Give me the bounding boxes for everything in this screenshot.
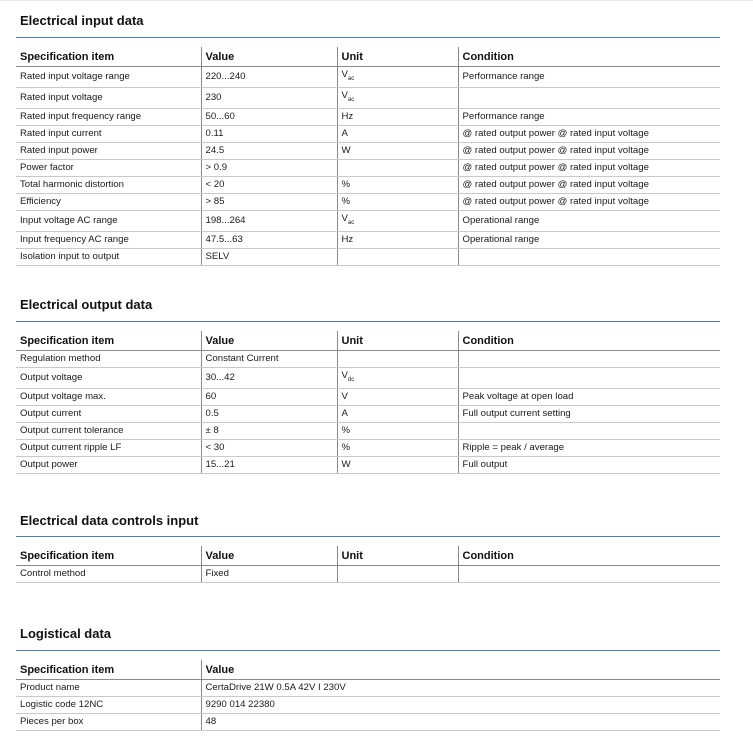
cell-condition <box>458 351 720 368</box>
cell-unit: % <box>337 176 458 193</box>
cell-spec: Regulation method <box>16 351 201 368</box>
cell-spec: Total harmonic distortion <box>16 176 201 193</box>
cell-spec: Output current ripple LF <box>16 439 201 456</box>
header-spec: Specification item <box>16 660 201 680</box>
spec-table <box>16 331 720 474</box>
cell-value: ± 8 <box>201 422 337 439</box>
cell-value: 47.5...63 <box>201 231 337 248</box>
table-row <box>16 680 720 697</box>
cell-spec: Product name <box>16 680 201 697</box>
table-header-row <box>16 660 720 680</box>
header-spec: Specification item <box>16 47 201 67</box>
table-row <box>16 210 720 231</box>
table-row <box>16 405 720 422</box>
table-row <box>16 87 720 108</box>
table-row <box>16 125 720 142</box>
header-value: Value <box>201 47 337 67</box>
table-row <box>16 422 720 439</box>
table-row <box>16 388 720 405</box>
cell-value: 230 <box>201 87 337 108</box>
cell-value: SELV <box>201 248 337 265</box>
header-spec: Specification item <box>16 331 201 351</box>
cell-spec: Input frequency AC range <box>16 231 201 248</box>
cell-condition <box>458 422 720 439</box>
cell-condition: Peak voltage at open load <box>458 388 720 405</box>
cell-spec: Output power <box>16 456 201 473</box>
header-unit: Unit <box>337 331 458 351</box>
cell-unit: % <box>337 439 458 456</box>
table-body <box>16 680 720 731</box>
cell-unit <box>337 351 458 368</box>
cell-unit: A <box>337 405 458 422</box>
cell-value: 0.5 <box>201 405 337 422</box>
cell-unit: Hz <box>337 108 458 125</box>
table-row <box>16 193 720 210</box>
section-title: Electrical data controls input <box>20 513 199 528</box>
table-row <box>16 67 720 88</box>
cell-condition: @ rated output power @ rated input voltage <box>458 125 720 142</box>
cell-value: 30...42 <box>201 368 337 389</box>
section-title: Electrical output data <box>20 297 153 312</box>
cell-condition: Full output current setting <box>458 405 720 422</box>
table-header-row <box>16 331 720 351</box>
cell-condition: Performance range <box>458 67 720 88</box>
section-rule <box>16 650 720 651</box>
cell-unit: W <box>337 142 458 159</box>
unit-subscript: ac <box>347 96 355 103</box>
cell-condition: @ rated output power @ rated input voltage <box>458 193 720 210</box>
unit-subscript: ac <box>347 75 355 82</box>
header-condition: Condition <box>458 546 720 566</box>
cell-spec: Rated input voltage range <box>16 67 201 88</box>
header-unit: Unit <box>337 47 458 67</box>
cell-condition: @ rated output power @ rated input voltage <box>458 176 720 193</box>
section-title: Electrical input data <box>20 13 144 28</box>
cell-unit: % <box>337 193 458 210</box>
cell-spec: Output current <box>16 405 201 422</box>
cell-unit: Hz <box>337 231 458 248</box>
cell-spec: Rated input voltage <box>16 87 201 108</box>
cell-value: Constant Current <box>201 351 337 368</box>
table-header-row <box>16 47 720 67</box>
table-row <box>16 142 720 159</box>
cell-unit: V <box>337 388 458 405</box>
cell-spec: Power factor <box>16 159 201 176</box>
cell-value: 48 <box>201 714 720 731</box>
header-condition: Condition <box>458 331 720 351</box>
cell-unit <box>337 159 458 176</box>
table-body <box>16 351 720 474</box>
cell-value: 24.5 <box>201 142 337 159</box>
header-value: Value <box>201 331 337 351</box>
table-row <box>16 108 720 125</box>
table-row <box>16 566 720 583</box>
table-row <box>16 231 720 248</box>
table-row <box>16 176 720 193</box>
cell-value: 198...264 <box>201 210 337 231</box>
cell-value: < 20 <box>201 176 337 193</box>
spec-table <box>16 47 720 266</box>
cell-spec: Input voltage AC range <box>16 210 201 231</box>
cell-value: 15...21 <box>201 456 337 473</box>
header-unit: Unit <box>337 546 458 566</box>
table-row <box>16 439 720 456</box>
cell-spec: Output current tolerance <box>16 422 201 439</box>
cell-condition: Full output <box>458 456 720 473</box>
cell-spec: Isolation input to output <box>16 248 201 265</box>
header-value: Value <box>201 660 720 680</box>
table-row <box>16 456 720 473</box>
header-spec: Specification item <box>16 546 201 566</box>
table-row <box>16 159 720 176</box>
table-row <box>16 697 720 714</box>
table-header-row <box>16 546 720 566</box>
cell-value: 220...240 <box>201 67 337 88</box>
table-row <box>16 714 720 731</box>
top-divider <box>0 0 753 1</box>
unit-subscript: dc <box>347 376 355 383</box>
cell-spec: Pieces per box <box>16 714 201 731</box>
unit-subscript: ac <box>347 219 355 226</box>
cell-value: Fixed <box>201 566 337 583</box>
cell-spec: Logistic code 12NC <box>16 697 201 714</box>
table-row <box>16 248 720 265</box>
header-value: Value <box>201 546 337 566</box>
spec-table <box>16 546 720 583</box>
table-body <box>16 67 720 266</box>
cell-value: 9290 014 22380 <box>201 697 720 714</box>
header-condition: Condition <box>458 47 720 67</box>
table-row <box>16 368 720 389</box>
cell-value: 50...60 <box>201 108 337 125</box>
cell-spec: Rated input current <box>16 125 201 142</box>
cell-condition: Operational range <box>458 231 720 248</box>
cell-value: CertaDrive 21W 0.5A 42V I 230V <box>201 680 720 697</box>
cell-condition <box>458 87 720 108</box>
cell-value: < 30 <box>201 439 337 456</box>
cell-unit: A <box>337 125 458 142</box>
cell-spec: Control method <box>16 566 201 583</box>
cell-condition: @ rated output power @ rated input voltage <box>458 159 720 176</box>
cell-spec: Output voltage <box>16 368 201 389</box>
cell-unit: % <box>337 422 458 439</box>
cell-unit: $V_{ac}$ <box>337 210 458 231</box>
cell-unit <box>337 248 458 265</box>
cell-spec: Efficiency <box>16 193 201 210</box>
section-rule <box>16 321 720 322</box>
cell-spec: Rated input power <box>16 142 201 159</box>
cell-condition: Operational range <box>458 210 720 231</box>
table-body <box>16 566 720 583</box>
cell-condition <box>458 368 720 389</box>
cell-unit: $V_{dc}$ <box>337 368 458 389</box>
section-title: Logistical data <box>20 626 112 641</box>
spec-table <box>16 660 720 731</box>
cell-spec: Rated input frequency range <box>16 108 201 125</box>
cell-condition <box>458 248 720 265</box>
cell-value: 60 <box>201 388 337 405</box>
cell-unit: $V_{ac}$ <box>337 87 458 108</box>
table-row <box>16 351 720 368</box>
cell-condition: Performance range <box>458 108 720 125</box>
cell-value: 0.11 <box>201 125 337 142</box>
cell-condition: @ rated output power @ rated input voltage <box>458 142 720 159</box>
cell-value: > 0.9 <box>201 159 337 176</box>
cell-value: > 85 <box>201 193 337 210</box>
cell-unit: W <box>337 456 458 473</box>
cell-condition: Ripple = peak / average <box>458 439 720 456</box>
section-rule <box>16 37 720 38</box>
section-rule <box>16 536 720 537</box>
cell-unit <box>337 566 458 583</box>
cell-spec: Output voltage max. <box>16 388 201 405</box>
cell-unit: $V_{ac}$ <box>337 67 458 88</box>
cell-condition <box>458 566 720 583</box>
